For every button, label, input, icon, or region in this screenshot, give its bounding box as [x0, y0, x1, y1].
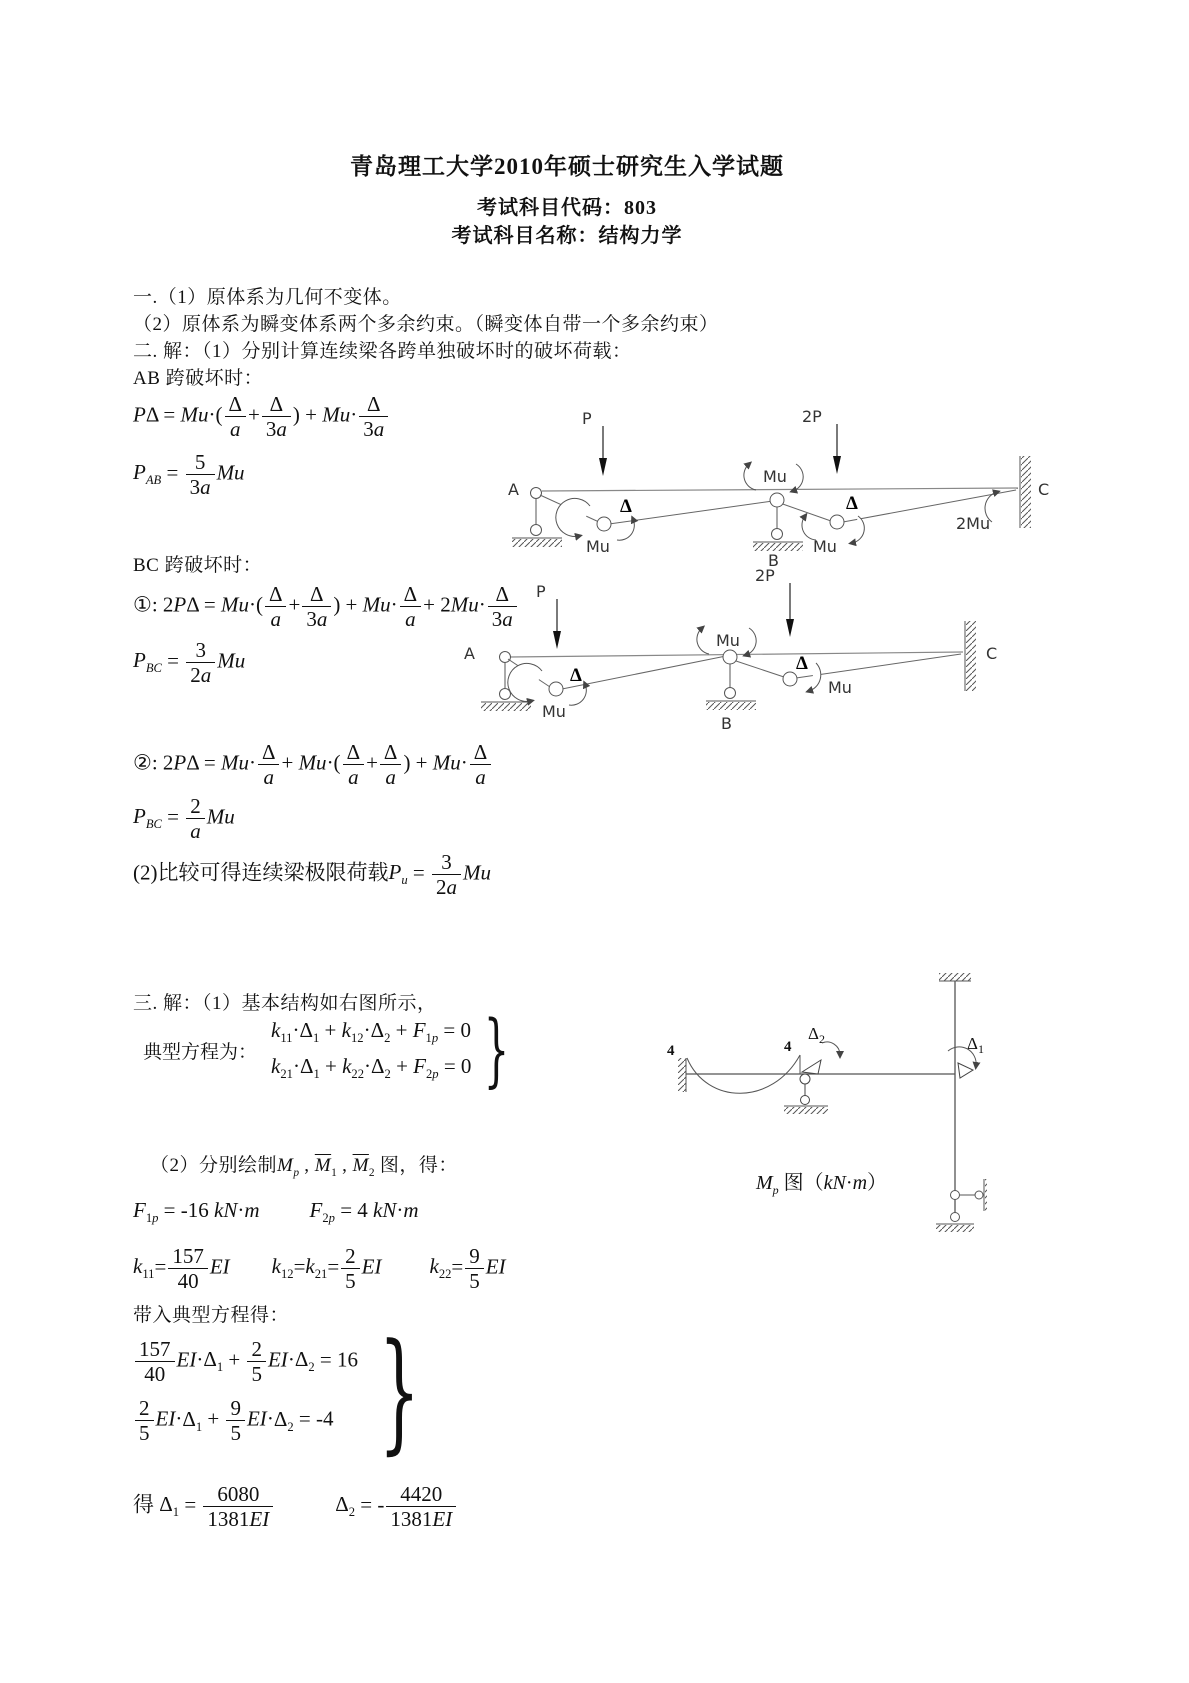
label-mu-hinge1: Mu: [586, 537, 610, 556]
pin-support-b: [753, 493, 803, 551]
fixed-support-c: [965, 621, 976, 691]
label-mu-mid: Mu: [716, 631, 740, 650]
page-title: 青岛理工大学2010年硕士研究生入学试题: [350, 154, 784, 179]
label-mu-hinge2: Mu: [813, 537, 837, 556]
right-joint: [958, 1063, 973, 1078]
subject-name: 考试科目名称：结构力学: [451, 225, 683, 247]
formula-stiffness-coefficients: $k_{11}=$ $\frac{157}{40}$ EI $k_{12}=k_{21}=$ $\frac{2}{5}$ EI $k_{22}=$ $\frac{9}{5}$ EI: [133, 1244, 506, 1294]
solved-eq-2: $\frac{2}{5}$ $EI\cdot\Delta_1$ + $\frac{9}{5}$ $EI\cdot\Delta_2 = -4$: [133, 1396, 358, 1445]
formula-virtual-work-bc2: ②: 2PΔ = Mu· $\frac{\Delta}{a}$ + Mu·( $\frac{\Delta}{a}$ + $\frac{\Delta}{a}$ ) + Mu· $\frac{\Delta}{a}$: [133, 740, 493, 789]
formula-virtual-work-ab: PΔ = Mu·( $\frac{\Delta}{a}$ + $\frac{\Delta}{3a}$ ) + Mu· $\frac{\Delta}{3a}$: [133, 392, 390, 441]
label-delta-1: Δ: [620, 496, 632, 517]
label-b: B: [768, 551, 779, 570]
label-2p: 2P: [802, 407, 822, 426]
label-p: P: [536, 582, 546, 601]
formula-ultimate-load: (2)比较可得连续梁极限荷载$P_u$ = $\frac{3}{2a}$ Mu: [133, 850, 491, 900]
label-delta1: $\Delta_1$: [967, 1034, 984, 1056]
formula-virtual-work-bc1: ①: 2PΔ = Mu·( $\frac{\Delta}{a}$ + $\frac{\Delta}{3a}$ ) + Mu· $\frac{\Delta}{a}$ + 2Mu· $\frac{\Delta}{3a}$: [133, 582, 519, 631]
load-2p-arrow: [833, 424, 841, 474]
ab-span-collapse-diagram: [500, 398, 1060, 588]
formula-pbc2: $P_{BC}$ = $\frac{2}{a}$ Mu: [133, 794, 235, 844]
label-b: B: [721, 714, 732, 733]
canonical-equation-label: 典型方程为：: [143, 1041, 258, 1063]
label-delta-1: Δ: [570, 665, 582, 686]
label-c: C: [1038, 480, 1050, 499]
load-2p-arrow: [786, 583, 794, 637]
formula-pab: $P_{AB}$ = $\frac{5}{3a}$ Mu: [133, 450, 245, 500]
ab-span-heading: AB 跨破坏时：: [133, 368, 264, 389]
bottom-link-support: [936, 1179, 987, 1232]
subject-code: 考试科目代码：803: [477, 197, 657, 219]
canonical-eq-2: $k_{21}\cdot\Delta_1 + k_{22}\cdot\Delta_2 + F_{2p} = 0$: [271, 1054, 472, 1082]
solved-eq-1: $\frac{157}{40}$ $EI\cdot\Delta_1$ + $\frac{2}{5}$ $EI\cdot\Delta_2 = 16$: [133, 1337, 358, 1386]
label-delta-2: Δ: [796, 653, 808, 674]
draw-diagrams-line: （2）分别绘制$M_p$ , $\overline{M}_1$ , $\overline{M}_2$ 图，得：: [150, 1155, 458, 1179]
canonical-eq-1: $k_{11}\cdot\Delta_1 + k_{12}\cdot\Delta_2 + F_{1p} = 0$: [271, 1018, 471, 1046]
mp-diagram-caption: $M_p$ 图（kN·m）: [756, 1172, 888, 1197]
label-a: A: [464, 644, 475, 663]
bc-span-collapse-diagram: [450, 565, 1010, 765]
system-brace: }: [378, 1315, 421, 1467]
label-moment-mid: 4: [784, 1039, 792, 1055]
label-2mu-wall: 2Mu: [956, 514, 991, 533]
label-mu-hinge1: Mu: [542, 702, 566, 721]
left-fixed-end: [678, 1058, 686, 1092]
label-a: A: [508, 480, 519, 499]
beam-line: [542, 488, 1018, 491]
label-delta2: $\Delta_2$: [808, 1024, 825, 1046]
fixed-support-c: [985, 456, 1031, 528]
formula-pbc1: $P_{BC}$ = $\frac{3}{2a}$ Mu: [133, 638, 246, 688]
system-brace: }: [484, 1003, 510, 1096]
answer-2-intro: 二. 解：（1）分别计算连续梁各跨单独破坏时的破坏荷载：: [133, 341, 632, 362]
label-c: C: [986, 644, 998, 663]
label-delta-2: Δ: [846, 493, 858, 514]
label-mu-mid: Mu: [763, 467, 787, 486]
label-moment-left: 4: [667, 1043, 675, 1059]
load-p-arrow: [553, 599, 561, 649]
formula-solution-deltas: 得 $\Delta_1$ = $\frac{6080}{1381EI}$ $\Delta_2$ = - $\frac{4420}{1381EI}$: [133, 1482, 458, 1531]
answer-1-line2: （2）原体系为瞬变体系两个多余约束。（瞬变体自带一个多余约束）: [133, 314, 719, 335]
label-2p: 2P: [755, 566, 775, 585]
substitute-line: 带入典型方程得：: [133, 1305, 290, 1326]
answer-1-line1: 一.（1）原体系为几何不变体。: [133, 287, 402, 308]
formula-free-terms: $F_{1p} = -16$ kN·m $F_{2p} = 4$ kN·m: [133, 1198, 419, 1226]
load-p-arrow: [599, 426, 607, 476]
label-p: P: [582, 409, 592, 428]
pin-support-a: [512, 488, 562, 548]
answer-3-intro: 三. 解：（1）基本结构如右图所示，: [133, 993, 437, 1014]
label-mu-hinge2: Mu: [828, 678, 852, 697]
top-fixed-support: [939, 973, 971, 1213]
bc-span-heading: BC 跨破坏时：: [133, 555, 263, 576]
